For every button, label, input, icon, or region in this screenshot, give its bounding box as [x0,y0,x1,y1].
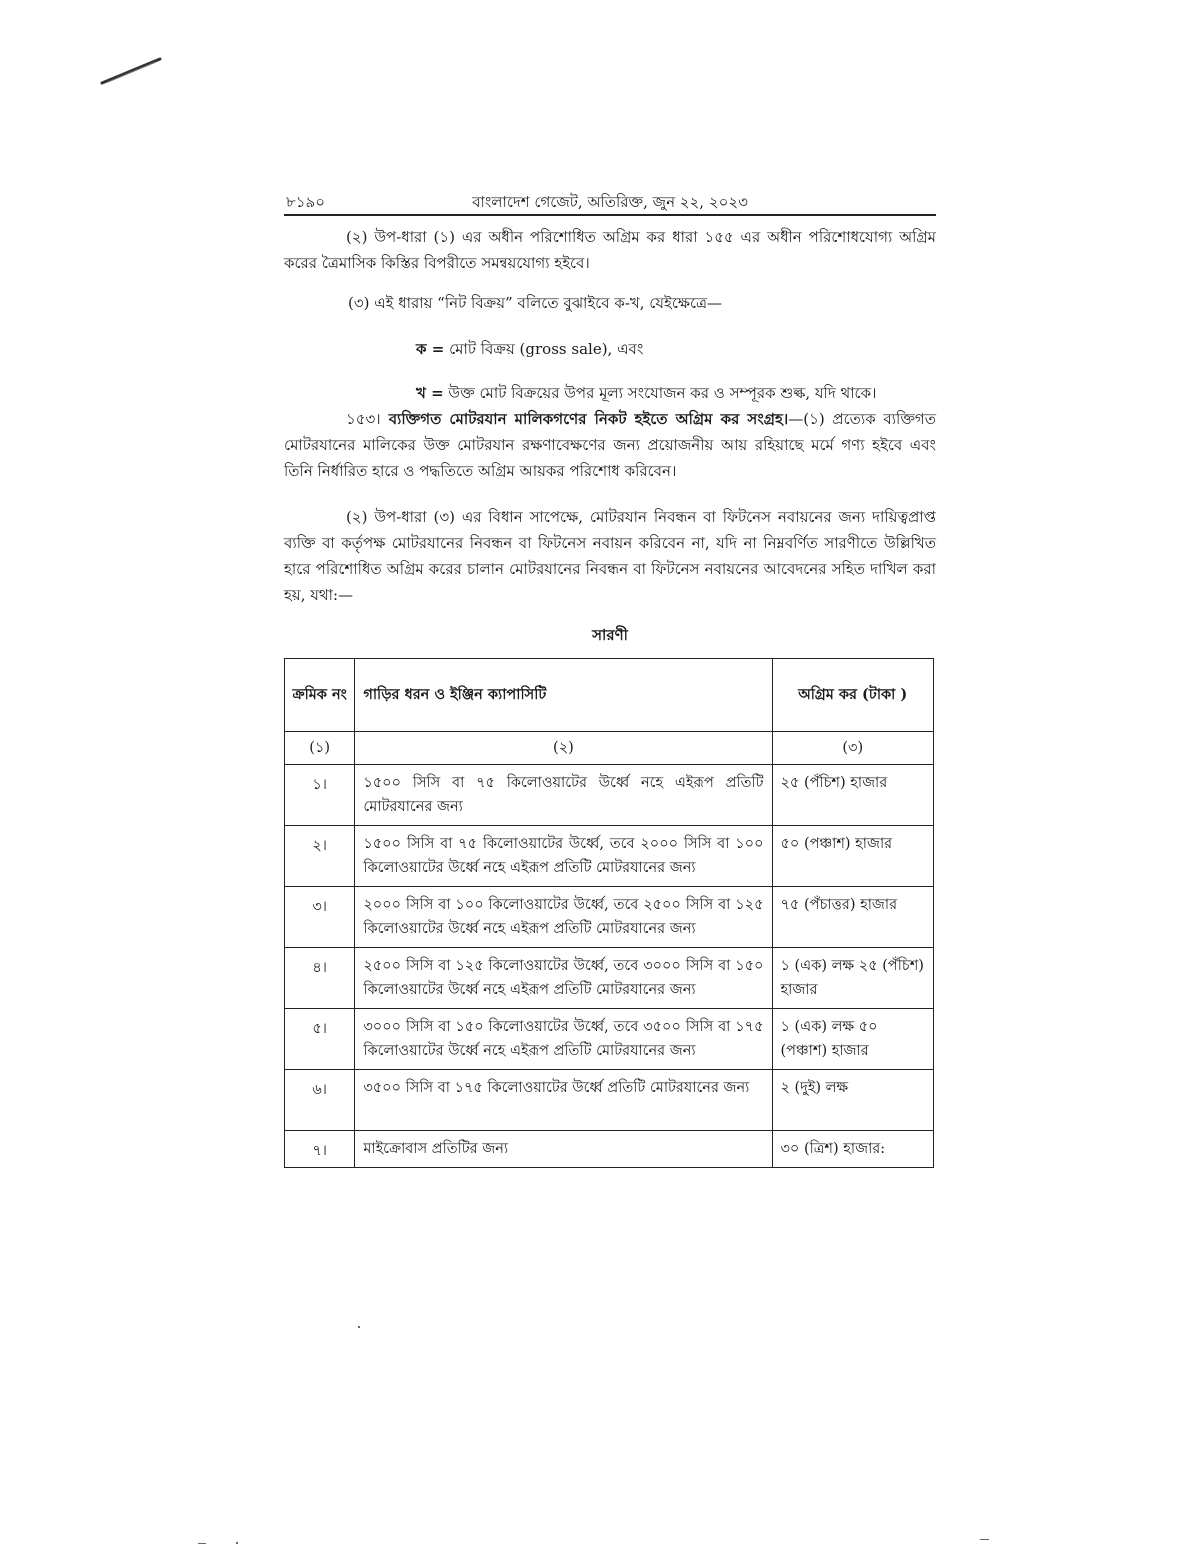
scan-speck [358,1326,360,1328]
tax-cell: ১ (এক) লক্ষ ২৫ (পঁচিশ) হাজার [772,948,934,1009]
scan-speck [980,1539,989,1540]
index-cell: (৩) [772,732,934,765]
table-row [285,1131,934,1168]
definition-a [284,336,936,362]
table-row [285,765,934,826]
section-153 [284,406,936,484]
serial-cell: ১। [285,765,355,826]
description-cell: ৩০০০ সিসি বা ১৫০ কিলোওয়াটের উর্ধ্বে, তবে ৩৫০০ সিসি বা ১৭৫ কিলোওয়াটের উর্ধ্বে নহে এইরূপ প্রতিটি মোটরযানের জন্য [355,1009,772,1070]
paragraph-sub-3: (৩) এই ধারায় “নিট বিক্রয়” বলিতে বুঝাইবে ক-খ, যেইক্ষেত্রে— [348,294,723,312]
tax-cell: ২৫ (পঁচিশ) হাজার [772,765,934,826]
paragraph-section-153-sub-2: (২) উপ-ধারা (৩) এর বিধান সাপেক্ষে, মোটরযান নিবন্ধন বা ফিটনেস নবায়নের জন্য দায়িত্বপ্রাপ্ত ব্যক্তি বা কর্তৃপক্ষ মোটরযানের নিবন্ধন বা ফিটনেস নবায়ন করিবেন না, যদি না নিম্নবর্ণিত সারণীতে উল্লিখিত হারে পরিশোধিত অগ্রিম করের চালান মোটরযানের নিবন্ধন বা ফিটনেস নবায়নের আবেদনের সহিত দাখিল করা হয়, যথা:— [284,508,936,604]
table-row [285,1009,934,1070]
description-cell: ২৫০০ সিসি বা ১২৫ কিলোওয়াটের উর্ধ্বে, তবে ৩০০০ সিসি বা ১৫০ কিলোওয়াটের উর্ধ্বে নহে এইরূপ প্রতিটি মোটরযানের জন্য [355,948,772,1009]
paragraph-sub-2: (২) উপ-ধারা (১) এর অধীন পরিশোধিত অগ্রিম কর ধারা ১৫৫ এর অধীন পরিশোধযোগ্য অগ্রিম করের ত্রৈমাসিক কিস্তির বিপরীতে সমন্বয়যোগ্য হইবে। [284,228,936,272]
scan-speck [236,1542,238,1544]
header-serial: ক্রমিক নং [285,659,355,732]
scan-speck [198,1543,206,1544]
description-cell: ২০০০ সিসি বা ১০০ কিলোওয়াটের উর্ধ্বে, তবে ২৫০০ সিসি বা ১২৫ কিলোওয়াটের উর্ধ্বে নহে এইরূপ প্রতিটি মোটরযানের জন্য [355,887,772,948]
definition-b [284,380,936,406]
table-row [285,948,934,1009]
tax-cell: ১ (এক) লক্ষ ৫০ (পঞ্চাশ) হাজার [772,1009,934,1070]
page-header [284,188,936,216]
table-row [285,826,934,887]
definition-b-text: উক্ত মোট বিক্রয়ের উপর মূল্য সংযোজন কর ও সম্পূরক শুল্ক, যদি থাকে। [443,384,877,402]
section-heading: ব্যক্তিগত মোটরযান মালিকগণের নিকট হইতে অগ্রিম কর সংগ্রহ। [380,410,789,428]
section-text: —(১) প্রত্যেক ব্যক্তিগত মোটরযানের মালিকের উক্ত মোটরযান রক্ষণাবেক্ষণের জন্য প্রয়োজনীয় আয় রহিয়াছে মর্মে গণ্য হইবে এবং তিনি নির্ধারিত হারে ও পদ্ধতিতে অগ্রিম আয়কর পরিশোধ করিবেন। [284,410,936,480]
table-index-row [285,732,934,765]
description-cell: ৩৫০০ সিসি বা ১৭৫ কিলোওয়াটের উর্ধ্বে প্রতিটি মোটরযানের জন্য [355,1070,772,1131]
pen-stroke-mark [100,56,164,86]
table-caption: সারণী [592,626,628,644]
index-cell: (২) [355,732,772,765]
advance-tax-table [284,658,934,1168]
gazette-title: বাংলাদেশ গেজেট, অতিরিক্ত, জুন ২২, ২০২৩ [472,193,748,211]
description-cell: ১৫০০ সিসি বা ৭৫ কিলোওয়াটের উর্ধ্বে, তবে ২০০০ সিসি বা ১০০ কিলোওয়াটের উর্ধ্বে নহে এইরূপ প্রতিটি মোটরযানের জন্য [355,826,772,887]
page-number: ৮১৯০ [286,193,325,211]
serial-cell: ৫। [285,1009,355,1070]
tax-cell: ৩০ (ত্রিশ) হাজার: [772,1131,934,1168]
section-number: ১৫৩। [346,410,381,428]
gazette-page [284,188,936,1168]
index-cell: (১) [285,732,355,765]
header-advance-tax: অগ্রিম কর (টাকা ) [772,659,934,732]
description-cell: ১৫০০ সিসি বা ৭৫ কিলোওয়াটের উর্ধ্বে নহে এইরূপ প্রতিটি মোটরযানের জন্য [355,765,772,826]
serial-cell: ৪। [285,948,355,1009]
serial-cell: ৩। [285,887,355,948]
serial-cell: ৬। [285,1070,355,1131]
definition-a-text: মোট বিক্রয় (gross sale), এবং [444,340,644,358]
tax-cell: ২ (দুই) লক্ষ [772,1070,934,1131]
tax-cell: ৭৫ (পঁচাত্তর) হাজার [772,887,934,948]
table-row [285,1070,934,1131]
table-header-row [285,659,934,732]
header-vehicle-type: গাড়ির ধরন ও ইঞ্জিন ক্যাপাসিটি [355,659,772,732]
table-row [285,887,934,948]
description-cell: মাইক্রোবাস প্রতিটির জন্য [355,1131,772,1168]
definition-b-key: খ = [416,384,444,402]
serial-cell: ৭। [285,1131,355,1168]
serial-cell: ২। [285,826,355,887]
tax-cell: ৫০ (পঞ্চাশ) হাজার [772,826,934,887]
definition-a-key: ক = [416,340,445,358]
